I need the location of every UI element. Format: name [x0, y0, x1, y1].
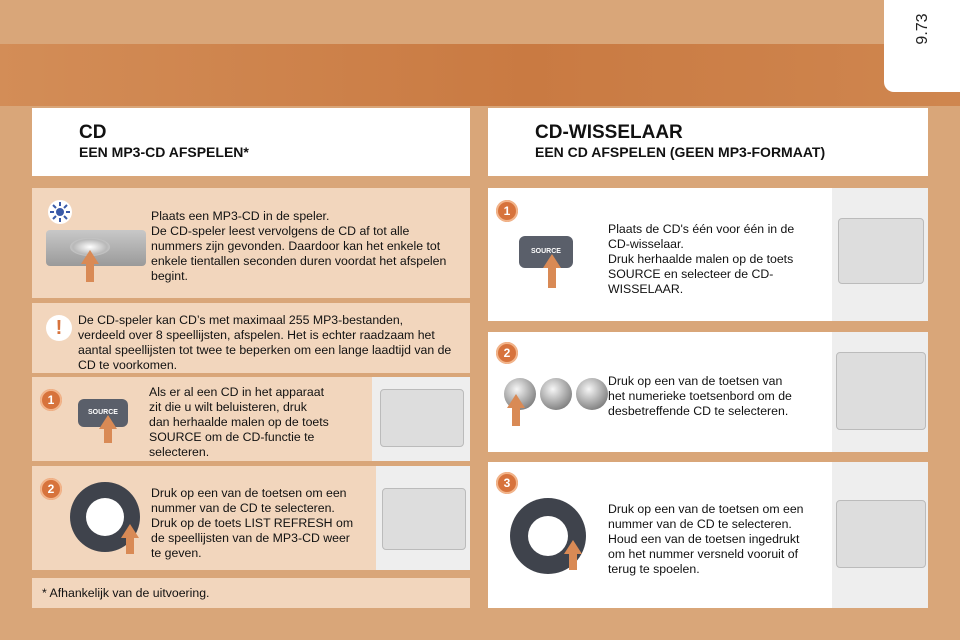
step-number: 2: [496, 342, 518, 364]
right-step-1-text: Plaats de CD's één voor één in de CD-wisselaar. Druk herhaalde malen op de toets SOURCE en selecteer de CD- WISSELAAR.: [608, 222, 795, 296]
warning-text: De CD-speler kan CD’s met maximaal 255 MP3-bestanden, verdeeld over 8 speellijsten, afspelen. Het is echter raadzaam het aantal speellijsten tot twee te beperken om een lange laadtijd van de CD te voorkomen.: [78, 313, 452, 372]
step-number: 2: [40, 478, 62, 500]
arrow-icon: [121, 524, 139, 538]
number-key-icon: [576, 378, 608, 410]
right-step-2: [488, 332, 928, 452]
source-button-image: SOURCE: [78, 399, 128, 427]
radio-photo: [832, 188, 928, 321]
header-band: [0, 44, 960, 106]
radio-photo: [832, 462, 928, 608]
right-step-3-text: Druk op een van de toetsen om een nummer van de CD te selecteren. Houd een van de toetsen ingedrukt om het nummer versneld vooruit of terug te spoelen.: [608, 502, 804, 576]
step-number: 1: [40, 389, 62, 411]
step-number: 1: [496, 200, 518, 222]
number-key-icon: [540, 378, 572, 410]
footnote-box: [32, 578, 470, 608]
arrow-icon: [564, 540, 582, 554]
sun-icon: [48, 200, 72, 224]
left-step-1-text: Als er al een CD in het apparaat zit die u wilt beluisteren, druk dan herhaalde malen op de toets SOURCE om de CD-functie te selecteren.: [149, 385, 329, 459]
arrow-icon: [81, 250, 99, 264]
right-title: CD-WISSELAAR: [535, 122, 683, 143]
warning-icon: !: [46, 315, 72, 341]
left-step-1: [32, 377, 470, 461]
right-subtitle: EEN CD AFSPELEN (GEEN MP3-FORMAAT): [535, 144, 826, 160]
left-subtitle: EEN MP3-CD AFSPELEN*: [79, 144, 249, 160]
radio-photo: [372, 377, 470, 461]
radio-photo: [832, 332, 928, 452]
right-step-3: [488, 462, 928, 608]
left-title: CD: [79, 122, 107, 143]
arrow-icon: [543, 254, 561, 268]
right-step-2-text: Druk op een van de toetsen van het numerieke toetsenbord om de desbetreffende CD te selecteren.: [608, 374, 792, 418]
right-header: [488, 108, 928, 176]
page-number: 9.73: [914, 13, 931, 45]
left-header: [32, 108, 470, 176]
footnote: * Afhankelijk van de uitvoering.: [42, 586, 210, 600]
right-step-1: [488, 188, 928, 321]
radio-photo: [376, 466, 470, 570]
info-box: [32, 188, 470, 298]
arrow-icon: [507, 394, 525, 408]
info-text: Plaats een MP3-CD in de speler. De CD-speler leest vervolgens de CD af tot alle nummers zijn gevonden. Daardoor kan het enkele tot enkele tientallen seconden duren voordat het afspelen begint.: [151, 209, 447, 283]
left-step-2-text: Druk op een van de toetsen om een nummer van de CD te selecteren. Druk op de toets LIST REFRESH om de speellijsten van de MP3-CD weer te geven.: [151, 486, 354, 560]
step-number: 3: [496, 472, 518, 494]
warning-box: [32, 303, 470, 373]
source-button-image: SOURCE: [519, 236, 573, 268]
left-step-2: [32, 466, 470, 570]
arrow-icon: [99, 415, 117, 429]
